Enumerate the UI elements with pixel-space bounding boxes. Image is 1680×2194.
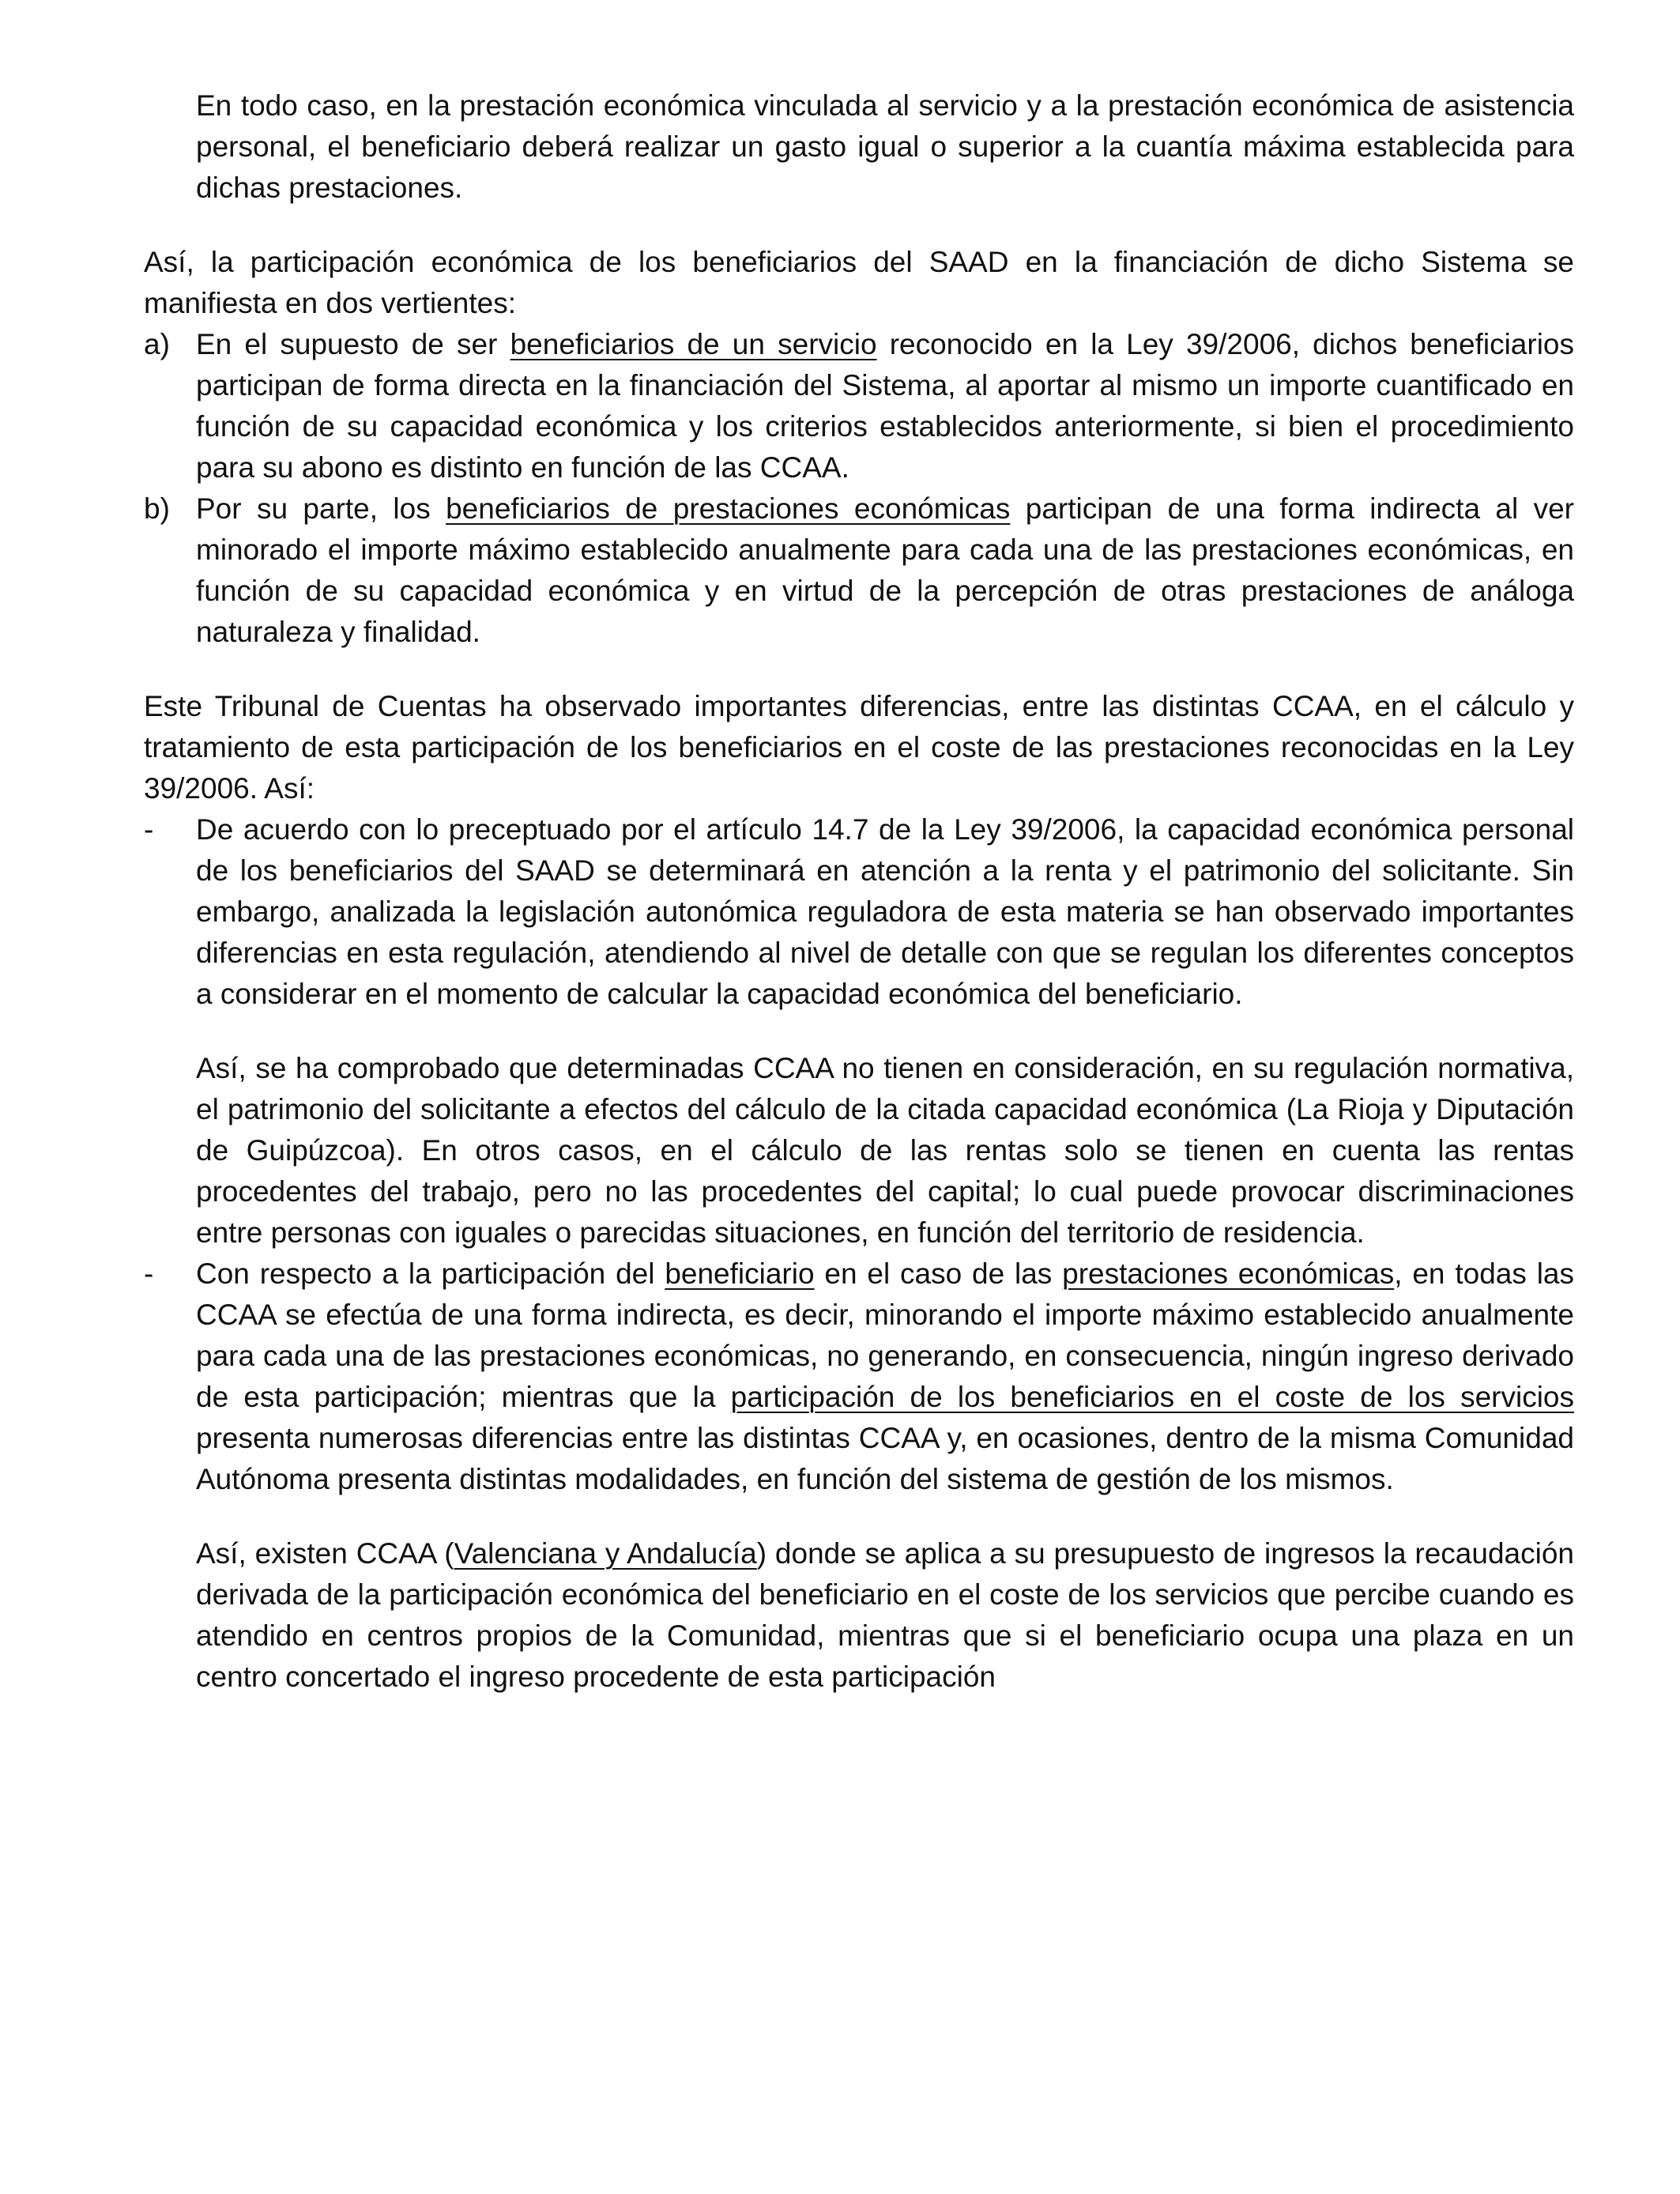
- item-a-underlined: beneficiarios de un servicio: [510, 328, 877, 360]
- valenciana-text-2: ) donde se aplica a su presupuesto de ingresos la recaudación derivada de la participación económica del beneficiario en el coste de los servicios que percibe cuando es atendido en centros propios de la Comunidad, mientras que si el beneficiario ocupa una plaza en un centro concertado el ingreso procedente de esta participación: [196, 1537, 1574, 1693]
- paragraph-asistencia: En todo caso, en la prestación económica vinculada al servicio y a la prestación económica de asistencia personal, el beneficiario deberá realizar un gasto igual o superior a la cuantía máxima establecida para dichas prestaciones.: [196, 89, 1574, 204]
- item-b-underlined: beneficiarios de prestaciones económicas: [446, 492, 1011, 525]
- dash-2-text-3: , en todas las CCAA se efectúa de una forma indirecta, es decir, minorando el importe máximo establecido anualmente para cada una de las prestaciones económicas, no generando, en consecuencia, ningún ingreso derivado de esta participación; mientras que la: [196, 1257, 1574, 1413]
- item-a-text-2: reconocido en la Ley 39/2006, dichos beneficiarios participan de forma directa en la financiación del Sistema, al aportar al mismo un importe cuantificado en función de su capacidad económica y los criterios establecidos anteriormente, si bien el procedimiento para su abono es distinto en función de las CCAA.: [196, 328, 1575, 484]
- item-b-text-2: participan de una forma indirecta al ver minorado el importe máximo establecido anualmente para cada una de las prestaciones económicas, en función de su capacidad económica y en virtud de la percepción de otras prestaciones de análoga naturaleza y finalidad.: [196, 492, 1575, 648]
- dash-marker-1: -: [144, 813, 154, 846]
- dash-2-underlined-3: participación de los beneficiarios en el coste de los servicios: [730, 1381, 1575, 1413]
- item-a-text-1: En el supuesto de ser: [196, 328, 510, 360]
- paragraph-rioja: Así, se ha comprobado que determinadas CCAA no tienen en consideración, en su regulación normativa, el patrimonio del solicitante a efectos del cálculo de la citada capacidad económica (La Rioja y Diputación de Guipúzcoa). En otros casos, en el cálculo de las rentas solo se tienen en cuenta las rentas procedentes del trabajo, pero no las procedentes del capital; lo cual puede provocar discriminaciones entre personas con iguales o parecidas situaciones, en función del territorio de residencia.: [196, 1052, 1574, 1249]
- dash-item-capacidad: [144, 809, 1574, 1015]
- list-marker-b: b): [144, 492, 170, 525]
- dash-2-underlined-2: prestaciones económicas: [1062, 1257, 1395, 1290]
- paragraph-valenciana: [196, 1533, 1574, 1698]
- dash-2-text-2: en el caso de las: [814, 1257, 1063, 1290]
- paragraph-vertientes: Así, la participación económica de los beneficiarios del SAAD en la financiación de dicho Sistema se manifiesta en dos vertientes:: [144, 246, 1574, 319]
- valenciana-underlined: Valenciana y Andalucía: [454, 1537, 757, 1570]
- dash-2-underlined-1: beneficiario: [665, 1257, 815, 1290]
- dash-2-text-1: Con respecto a la participación del: [196, 1257, 665, 1290]
- list-item-a: [144, 324, 1574, 488]
- document-page: [144, 85, 1574, 1698]
- item-b-text-1: Por su parte, los: [196, 492, 446, 525]
- dash-item-participacion: [144, 1253, 1574, 1500]
- list-marker-a: a): [144, 328, 170, 360]
- dash-2-text-4: presenta numerosas diferencias entre las distintas CCAA y, en ocasiones, dentro de la misma Comunidad Autónoma presenta distintas modalidades, en función del sistema de gestión de los mismos.: [196, 1422, 1574, 1495]
- paragraph-tribunal: Este Tribunal de Cuentas ha observado importantes diferencias, entre las distintas CCAA, en el cálculo y tratamiento de esta participación de los beneficiarios en el coste de las prestaciones reconocidas en la Ley 39/2006. Así:: [144, 690, 1574, 805]
- dash-marker-2: -: [144, 1257, 154, 1290]
- valenciana-text-1: Así, existen CCAA (: [196, 1537, 454, 1570]
- list-item-b: [144, 488, 1574, 653]
- dash-1-text: De acuerdo con lo preceptuado por el artículo 14.7 de la Ley 39/2006, la capacidad económica personal de los beneficiarios del SAAD se determinará en atención a la renta y el patrimonio del solicitante. Sin embargo, analizada la legislación autonómica reguladora de esta materia se han observado importantes diferencias en esta regulación, atendiendo al nivel de detalle con que se regulan los diferentes conceptos a considerar en el momento de calcular la capacidad económica del beneficiario.: [196, 813, 1574, 1010]
